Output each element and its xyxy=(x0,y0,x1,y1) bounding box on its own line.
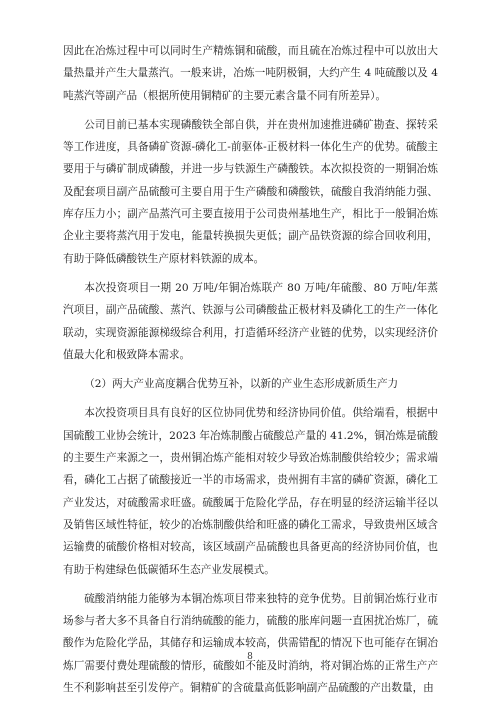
paragraph-1: 因此在冶炼过程中可以同时生产精炼铜和硫酸，而且硫在冶炼过程中可以放出大量热量并产生大量蒸汽。一般来讲，冶炼一吨阴极铜，大约产生 4 吨硫酸以及 4 吨蒸汽等副产品（根据所使用铜精矿的主要元素含量不同有所差异）。 xyxy=(63,45,438,102)
page-number: 8 xyxy=(247,652,253,662)
paragraph-5: 硫酸消纳能力能够为本铜冶炼项目带来独特的竞争优势。目前铜冶炼行业市场参与者大多不具备自行消纳硫酸的能力，硫酸的胀库问题一直困扰冶炼厂，硫酸作为危险化学品，其储存和运输成本较高，供需错配的情况下也可能存在铜冶炼厂需要付费处理硫酸的情形，硫酸如不能及时消纳，将对铜冶炼的正常生产产生不利影响甚至引发停产。铜精矿的含硫量高低影响副产品硫酸的产出数量，由 xyxy=(63,592,438,695)
section-heading: （2）两大产业高度耦合优势互补，以新的产业生态形成新质生产力 xyxy=(84,378,399,391)
document-body xyxy=(63,40,438,699)
paragraph-3: 本次投资项目一期 20 万吨/年铜冶炼联产 80 万吨/年硫酸、80 万吨/年蒸汽项目，副产品硫酸、蒸汽、铁源与公司磷酸盐正极材料及磷化工的生产一体化联动，实现资源能源梯级综合利用，打造循环经济产业链的优势，以实现经济价值最大化和极致降本需求。 xyxy=(63,281,438,361)
paragraph-2: 公司目前已基本实现磷酸铁全部自供，并在贵州加速推进磷矿勘查、探转采等工作进度，具备磷矿资源-磷化工-前驱体-正极材料一体化生产的优势。硫酸主要用于与磷矿制成磷酸，并进一步与铁源生产磷酸铁。本次拟投资的一期铜冶炼及配套项目副产品硫酸可主要自用于生产磷酸和磷酸铁，硫酸自我消纳能力强、库存压力小；副产品蒸汽可主要直接用于公司贵州基地生产，相比于一般铜冶炼企业主要将蒸汽用于发电，能量转换损失更低；副产品铁资源的综合回收利用，有助于降低磷酸铁生产原材料铁源的成本。 xyxy=(63,118,438,265)
paragraph-4: 本次投资项目具有良好的区位协同优势和经济协同价值。供给端看，根据中国硫酸工业协会统计，2023 年冶炼制酸占硫酸总产量的 41.2%，铜冶炼是硫酸的主要生产来源之一，贵州铜冶炼产能相对较少导致冶炼制酸供给较少；需求端看，磷化工占据了硫酸接近一半的市场需求，贵州拥有丰富的磷矿资源，磷化工产业发达，对硫酸需求旺盛。硫酸属于危险化学品，存在明显的经济运输半径以及销售区域性特征，较少的冶炼制酸供给和旺盛的磷化工需求，导致贵州区域含运输费的硫酸价格相对较高，该区域副产品硫酸也具备更高的经济协同价值，也有助于构建绿色低碳循环生态产业发展模式。 xyxy=(63,407,438,576)
